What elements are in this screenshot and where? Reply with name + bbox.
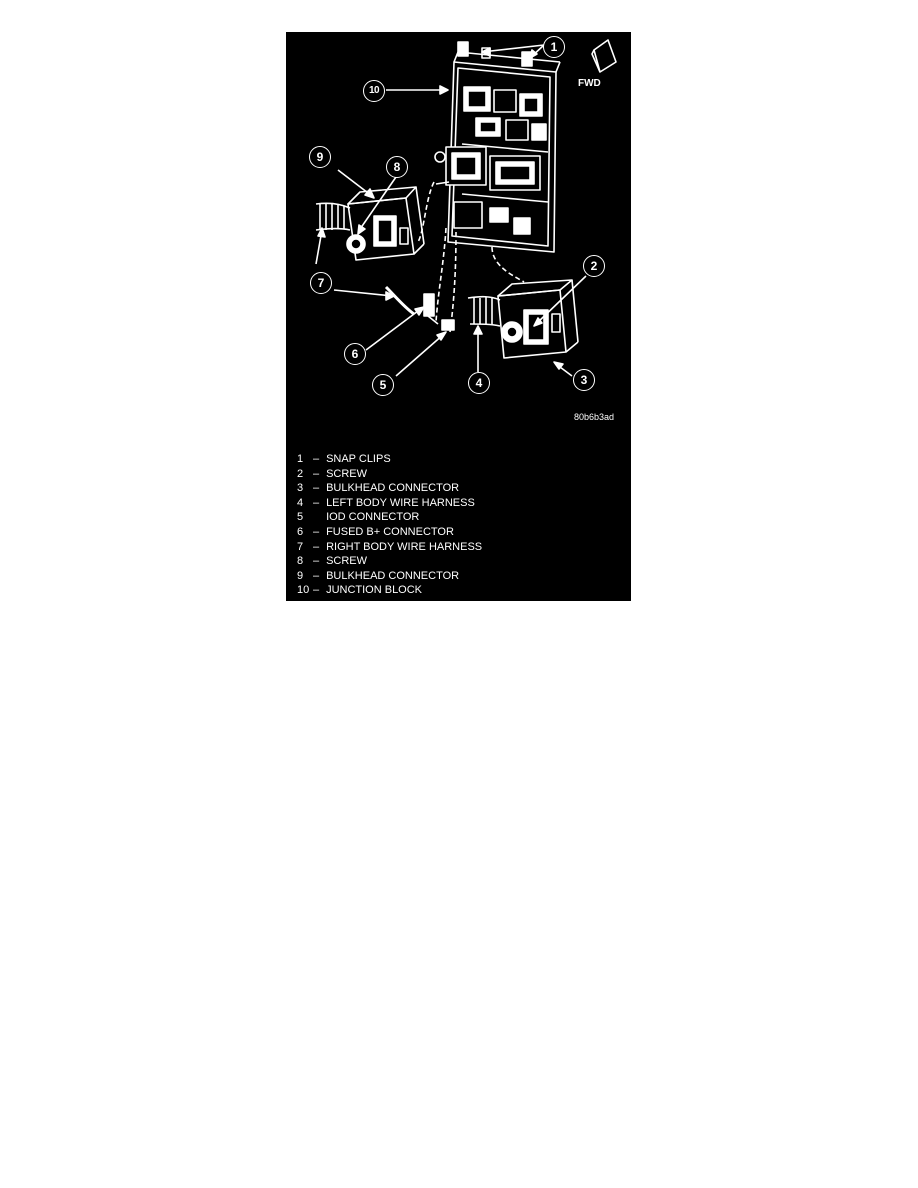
fwd-arrow-icon <box>592 40 616 72</box>
legend-label: BULKHEAD CONNECTOR <box>326 482 460 495</box>
legend-item <box>297 452 482 467</box>
legend-dash: – <box>312 540 320 553</box>
legend-dash: – <box>312 525 320 538</box>
legend-item <box>297 540 482 555</box>
fwd-label: FWD <box>578 78 601 89</box>
legend-dash: – <box>312 453 320 465</box>
callout-5: 5 <box>372 374 394 396</box>
legend-item <box>297 481 482 496</box>
legend-label: IOD CONNECTOR <box>326 511 420 524</box>
figure-code: 80b6b3ad <box>574 412 615 422</box>
legend-dash: – <box>312 496 320 509</box>
legend-label: RIGHT BODY WIRE HARNESS <box>326 540 483 553</box>
legend-label: LEFT BODY WIRE HARNESS <box>326 496 475 509</box>
legend-item <box>297 569 482 584</box>
legend-list <box>297 452 482 598</box>
legend-number: 4 <box>297 496 304 509</box>
legend-dash: – <box>312 467 320 480</box>
legend-number: 1 <box>297 453 304 465</box>
legend-number: 8 <box>297 555 304 568</box>
legend-number: 6 <box>297 525 304 538</box>
callout-10: 10 <box>363 80 385 102</box>
legend-number: 10 <box>297 584 310 597</box>
callout-8: 8 <box>386 156 408 178</box>
snap-clips-drawing <box>458 42 532 66</box>
right-bulkhead-connector-drawing <box>468 280 578 358</box>
legend-label: SCREW <box>326 467 368 480</box>
legend-label: FUSED B+ CONNECTOR <box>326 525 454 538</box>
callout-1: 1 <box>543 36 565 58</box>
legend-label: SCREW <box>326 555 368 568</box>
legend-number: 7 <box>297 540 304 553</box>
junction-block-figure <box>286 32 631 601</box>
legend-label: BULKHEAD CONNECTOR <box>326 569 460 582</box>
legend-item <box>297 467 482 482</box>
legend-label: JUNCTION BLOCK <box>326 584 423 597</box>
legend-item <box>297 510 482 525</box>
legend-number: 3 <box>297 482 304 495</box>
callout-2: 2 <box>583 255 605 277</box>
legend-dash: – <box>312 555 320 568</box>
callout-6: 6 <box>344 343 366 365</box>
callout-4: 4 <box>468 372 490 394</box>
legend-item <box>297 525 482 540</box>
legend-dash: – <box>312 569 320 582</box>
left-bulkhead-connector-drawing <box>316 187 424 260</box>
legend-label: SNAP CLIPS <box>326 453 391 465</box>
callout-7: 7 <box>310 272 332 294</box>
legend-item <box>297 496 482 511</box>
legend-number: 2 <box>297 467 304 480</box>
callout-9: 9 <box>309 146 331 168</box>
legend-item <box>297 583 482 598</box>
legend-dash: – <box>312 584 320 597</box>
legend-dash: – <box>312 482 320 495</box>
legend-number: 9 <box>297 569 304 582</box>
callout-3: 3 <box>573 369 595 391</box>
junction-block-drawing <box>435 52 560 252</box>
legend-number: 5 <box>297 511 304 524</box>
legend-item <box>297 554 482 569</box>
